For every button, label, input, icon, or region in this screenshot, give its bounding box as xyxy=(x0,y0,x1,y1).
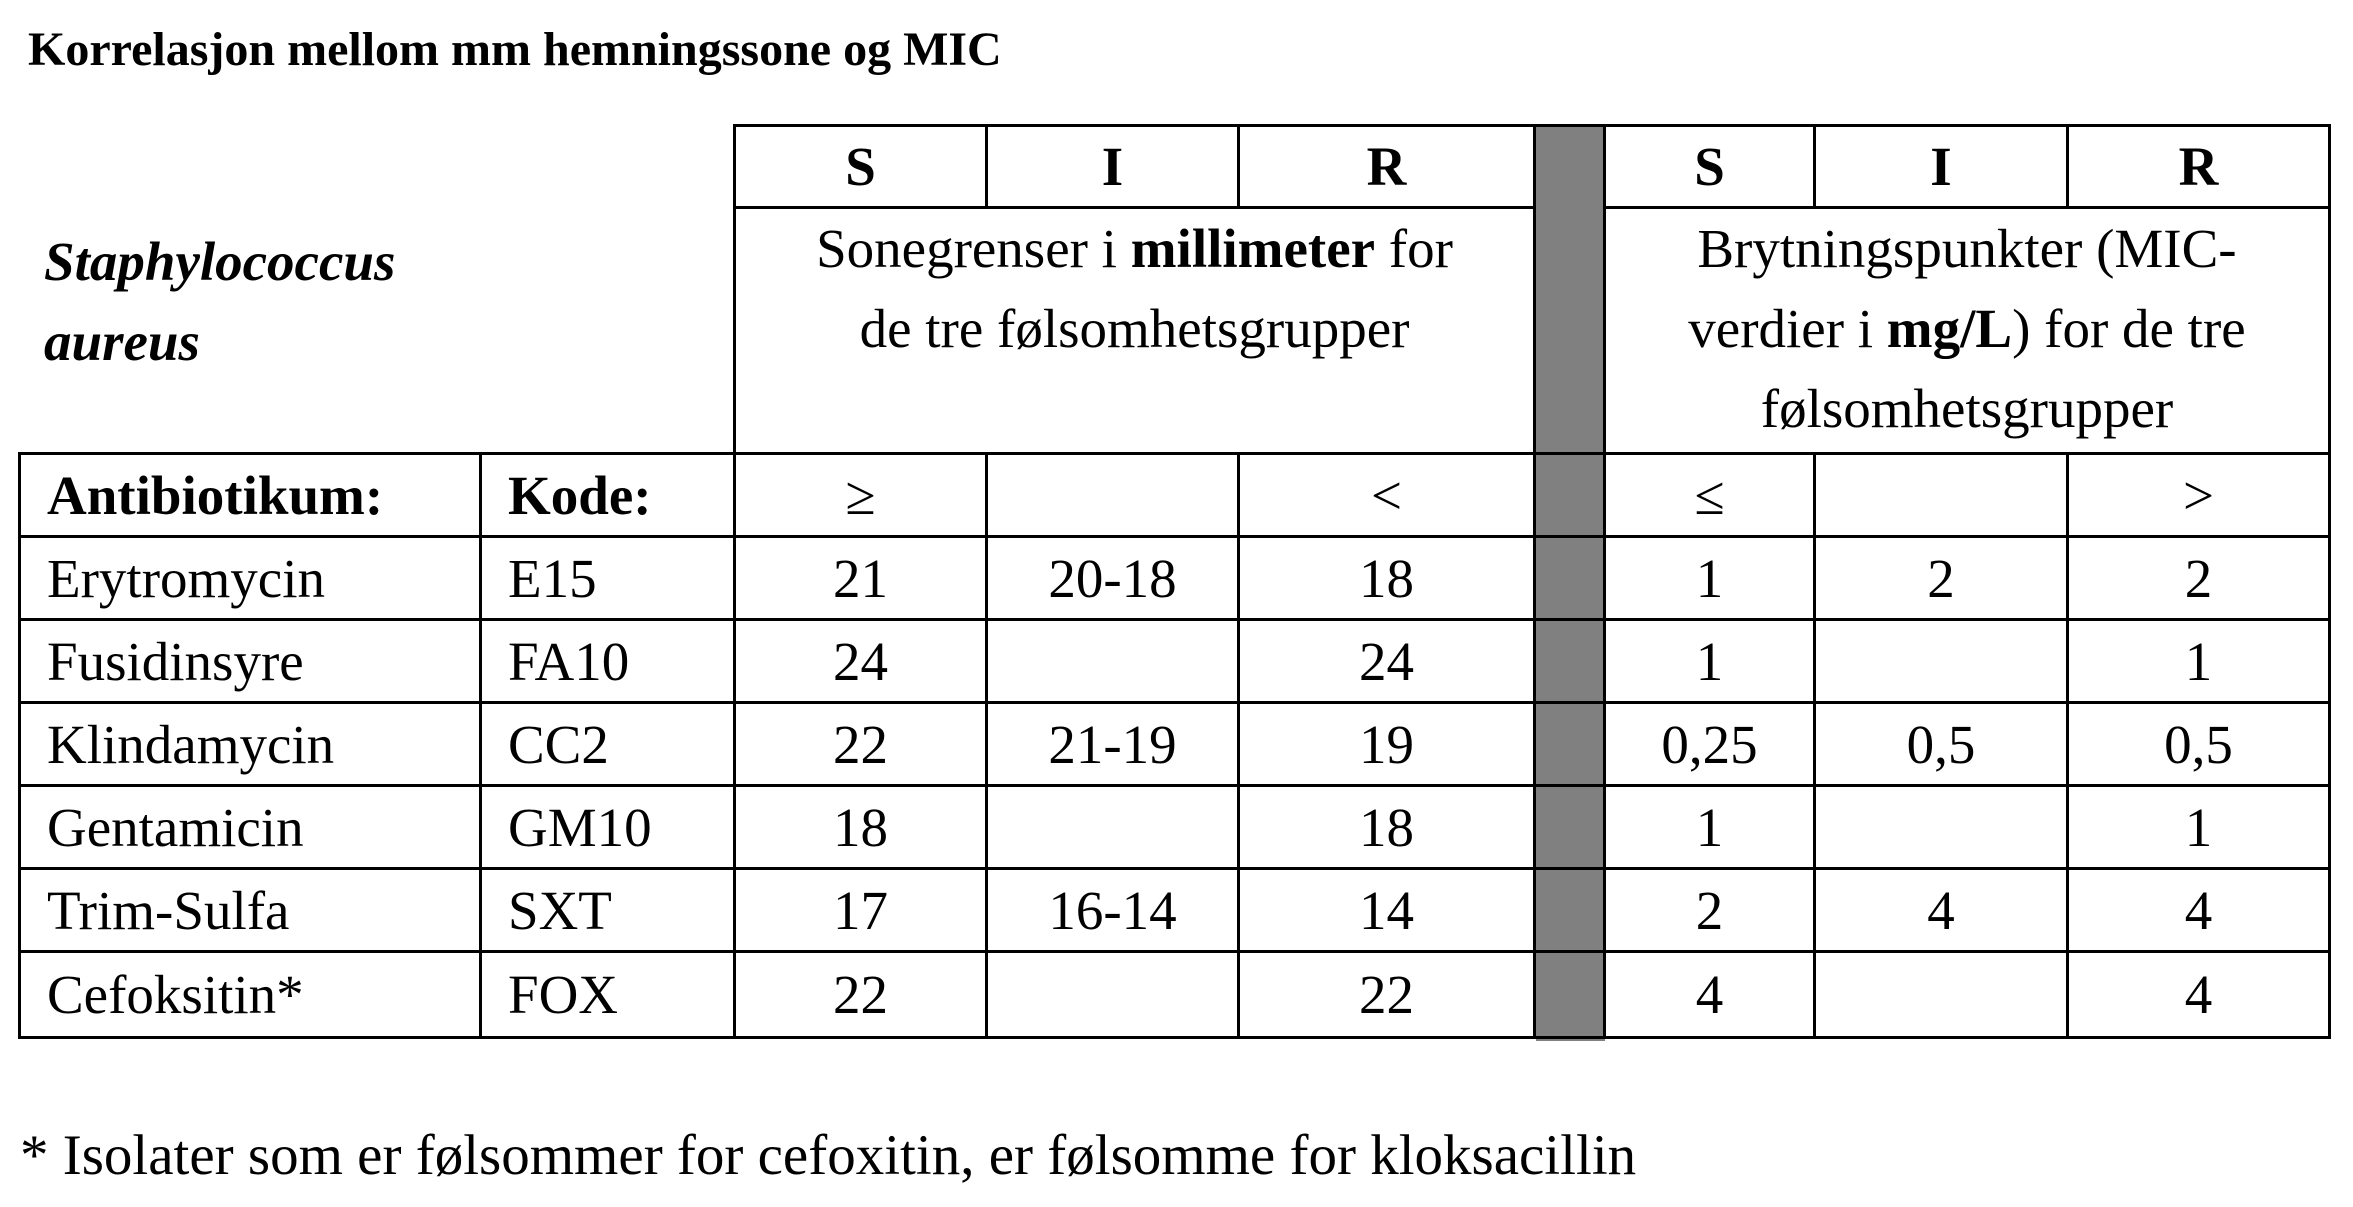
page-title: Korrelasjon mellom mm hemningssone og MIC xyxy=(28,23,1002,76)
cell-antibiotic: Gentamicin xyxy=(47,796,304,858)
cell-mm-r: 22 xyxy=(1359,964,1414,1025)
separator-band xyxy=(1536,126,1605,1041)
cell-code: SXT xyxy=(508,879,612,941)
mic-desc-pre: verdier i xyxy=(1688,298,1887,359)
cell-mic-i xyxy=(1816,621,2066,701)
cell-mm-i xyxy=(988,953,1237,1036)
cell-code: FA10 xyxy=(508,630,630,692)
cell-mic-s: 4 xyxy=(1695,964,1724,1025)
cell-mic-i: 2 xyxy=(1927,547,1955,609)
cell-mm-i: 21-19 xyxy=(1048,713,1177,775)
cell-mic-r: 4 xyxy=(2184,964,2213,1025)
cell-mm-s: 22 xyxy=(833,713,888,775)
column-header-code: Kode: xyxy=(508,464,652,526)
cell-mic-s: 0,25 xyxy=(1661,713,1758,775)
mm-symbol-s: ≥ xyxy=(845,464,876,526)
table-border xyxy=(1533,124,1536,1039)
cell-mm-r: 24 xyxy=(1359,630,1414,692)
cell-code: E15 xyxy=(508,547,597,609)
mic-symbol-s: ≤ xyxy=(1694,464,1725,526)
species-line: aureus xyxy=(44,311,200,372)
cell-mm-r: 19 xyxy=(1359,713,1414,775)
cell-mic-r: 0,5 xyxy=(2164,713,2233,775)
mic-symbol-i xyxy=(1816,455,2066,535)
header-i-mm: I xyxy=(1101,136,1124,197)
header-i-mic: I xyxy=(1930,136,1952,197)
cell-mm-s: 22 xyxy=(833,964,888,1025)
mm-description-line xyxy=(736,209,1533,289)
cell-mm-i xyxy=(988,621,1237,701)
cell-mm-r: 18 xyxy=(1359,547,1414,609)
cell-mm-i: 16-14 xyxy=(1048,879,1177,941)
cell-mm-r: 14 xyxy=(1359,879,1414,941)
cell-mic-s: 2 xyxy=(1695,879,1724,941)
cell-mm-s: 17 xyxy=(833,879,888,941)
cell-mm-s: 24 xyxy=(833,630,888,692)
cell-mic-s: 1 xyxy=(1695,630,1724,692)
mic-desc-post: ) for de tre xyxy=(2012,298,2246,359)
footnote: * Isolater som er følsommer for cefoxitin, er følsomme for kloksacillin xyxy=(20,1124,1637,1187)
mic-description-line: Brytningspunkter (MIC- xyxy=(1697,218,2237,279)
cell-antibiotic: Trim-Sulfa xyxy=(47,879,290,941)
mm-desc-bold: millimeter xyxy=(1130,218,1376,279)
cell-mic-s: 1 xyxy=(1695,547,1724,609)
cell-mic-i xyxy=(1816,787,2066,867)
mm-desc-post: for xyxy=(1375,218,1453,279)
cell-mm-r: 18 xyxy=(1359,796,1414,858)
cell-antibiotic: Klindamycin xyxy=(47,713,335,775)
cell-mm-s: 21 xyxy=(833,547,888,609)
header-r-mm: R xyxy=(1366,136,1407,197)
header-r-mic: R xyxy=(2178,136,2219,197)
table-border xyxy=(2328,124,2331,1039)
mm-symbol-r: < xyxy=(1370,464,1403,526)
mm-description xyxy=(736,209,1533,369)
species-line: Staphylococcus xyxy=(44,231,396,292)
cell-mic-i xyxy=(1816,953,2066,1036)
cell-code: FOX xyxy=(508,964,619,1025)
cell-code: GM10 xyxy=(508,796,652,858)
mm-desc-pre: Sonegrenser i xyxy=(816,218,1131,279)
mic-desc-bold: mg/L xyxy=(1886,298,2013,359)
cell-mic-r: 1 xyxy=(2184,630,2213,692)
cell-mic-r: 2 xyxy=(2184,547,2213,609)
cell-antibiotic: Cefoksitin* xyxy=(47,964,304,1025)
header-s-mm: S xyxy=(845,136,876,197)
cell-code: CC2 xyxy=(508,713,609,775)
column-header-antibiotic: Antibiotikum: xyxy=(47,464,384,526)
cell-antibiotic: Erytromycin xyxy=(47,547,325,609)
mic-symbol-r: > xyxy=(2182,464,2215,526)
cell-mm-i: 20-18 xyxy=(1048,547,1177,609)
cell-mic-i: 4 xyxy=(1927,879,1955,941)
cell-mic-s: 1 xyxy=(1695,796,1724,858)
table-border xyxy=(18,1036,2331,1039)
mm-description-line: de tre følsomhetsgrupper xyxy=(859,298,1410,359)
cell-mic-r: 1 xyxy=(2184,796,2213,858)
mm-symbol-i xyxy=(988,455,1237,535)
cell-antibiotic: Fusidinsyre xyxy=(47,630,304,692)
cell-mic-r: 4 xyxy=(2184,879,2213,941)
mic-description-line: følsomhetsgrupper xyxy=(1760,378,2174,439)
cell-mm-s: 18 xyxy=(833,796,888,858)
mic-description-line xyxy=(1606,289,2328,369)
mic-description xyxy=(1606,209,2328,449)
cell-mm-i xyxy=(988,787,1237,867)
header-s-mic: S xyxy=(1694,136,1725,197)
species-name xyxy=(44,222,395,382)
cell-mic-i: 0,5 xyxy=(1906,713,1976,775)
